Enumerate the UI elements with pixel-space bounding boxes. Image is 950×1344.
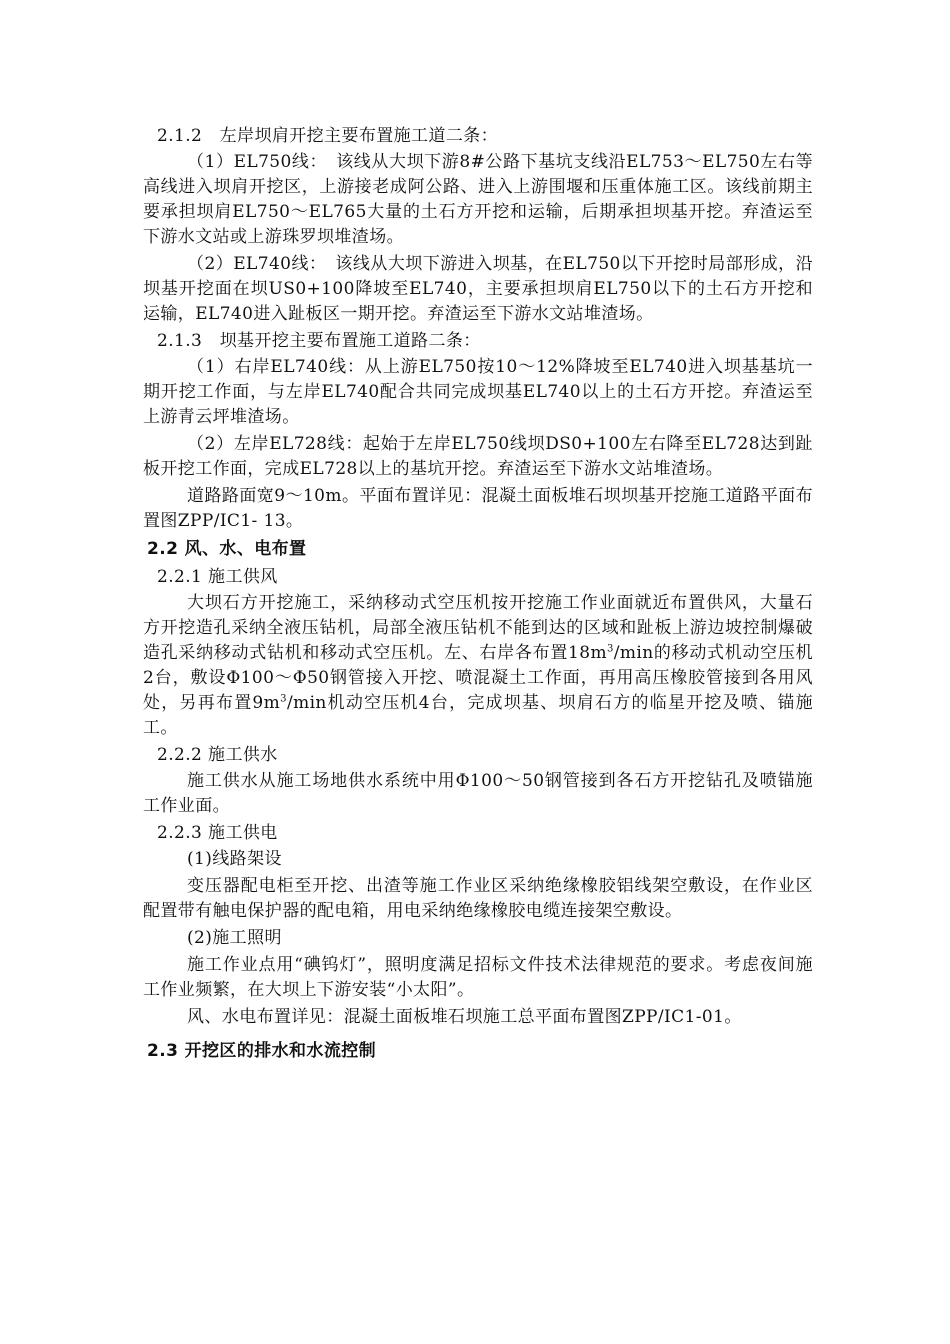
paragraph-air-supply: [143, 591, 813, 741]
subheading-lighting: (2)施工照明: [187, 928, 282, 948]
section-2-2-heading: 2.2 风、水、电布置: [147, 539, 307, 559]
section-2-1-3-heading: 2.1.3 坝基开挖主要布置施工道路二条：: [157, 331, 481, 351]
section-2-2-3-heading: 2.2.3 施工供电: [157, 823, 278, 843]
superscript-3: 3: [280, 693, 287, 705]
section-2-1-2-heading: 2.1.2 左岸坝肩开挖主要布置施工道二条：: [157, 126, 499, 146]
paragraph-layout-reference: 风、水电布置详见：混凝土面板堆石坝施工总平面布置图ZPP/IC1-01。: [187, 1007, 742, 1027]
section-2-2-1-heading: 2.2.1 施工供风: [157, 567, 278, 587]
section-2-2-2-heading: 2.2.2 施工供水: [157, 745, 278, 765]
air-supply-text-a: 大坝石方开挖施工，采纳移动式空压机按开挖施工作业面就近布置供风，大量石方开挖造孔采纳全液压钻机，局部全液压钻机不能到达的区域和趾板上游边坡控制爆破造孔采纳移动式钻机和移动式空压机。左、右岸各布置18m: [143, 593, 813, 663]
paragraph-lighting: 施工作业点用“碘钨灯”，照明度满足招标文件技术法律规范的要求。考虑夜间施工作业频繁，在大坝上下游安装“小太阳”。: [143, 955, 813, 1000]
section-2-3-heading: 2.3 开挖区的排水和水流控制: [147, 1041, 377, 1061]
air-supply-text-b: /min的移动式机动空压机2台，敷设Φ100～Φ50钢管接入开挖、喷混凝土工作面，再用高压橡胶管接到各用风处，另再布置9m: [143, 643, 813, 713]
superscript-3: 3: [607, 643, 614, 655]
paragraph-line-erection: 变压器配电柜至开挖、出渣等施工作业区采纳绝缘橡胶铝线架空敷设，在作业区配置带有触电保护器的配电箱，用电采纳绝缘橡胶电缆连接架空敷设。: [143, 876, 813, 921]
paragraph-road-width: 道路路面宽9～10m。平面布置详见：混凝土面板堆石坝坝基开挖施工道路平面布置图ZPP/IC1- 13。: [143, 486, 813, 531]
paragraph-water-supply: 施工供水从施工场地供水系统中用Φ100～50钢管接到各石方开挖钻孔及喷锚施工作业面。: [143, 771, 813, 816]
paragraph-el750-line: （1）EL750线： 该线从大坝下游8#公路下基坑支线沿EL753～EL750左右等高线进入坝肩开挖区，上游接老成阿公路、进入上游围堰和压重体施工区。该线前期主要承担坝肩EL750～EL765大量的土石方开挖和运输，后期承担坝基开挖。弃渣运至下游水文站或上游珠罗坝堆渣场。: [143, 152, 813, 247]
air-supply-text-c: /min机动空压机4台，完成坝基、坝肩石方的临星开挖及喷、锚施工。: [143, 693, 814, 738]
paragraph-right-bank-el740: （1）右岸EL740线：从上游EL750按10～12%降坡至EL740进入坝基基坑一期开挖工作面，与左岸EL740配合共同完成坝基EL740以上的土石方开挖。弃渣运至上游青云坪堆渣场。: [143, 357, 813, 427]
document-page: [143, 124, 813, 1067]
subheading-line-erection: (1)线路架设: [187, 849, 282, 869]
paragraph-left-bank-el728: （2）左岸EL728线：起始于左岸EL750线坝DS0+100左右降至EL728达到趾板开挖工作面，完成EL728以上的基坑开挖。弃渣运至下游水文站堆渣场。: [143, 434, 813, 479]
paragraph-el740-line: （2）EL740线： 该线从大坝下游进入坝基，在EL750以下开挖时局部形成，沿坝基开挖面在坝US0+100降坡至EL740，主要承担坝肩EL750以下的土石方开挖和运输，EL740进入趾板区一期开挖。弃渣运至下游水文站堆渣场。: [143, 254, 813, 324]
